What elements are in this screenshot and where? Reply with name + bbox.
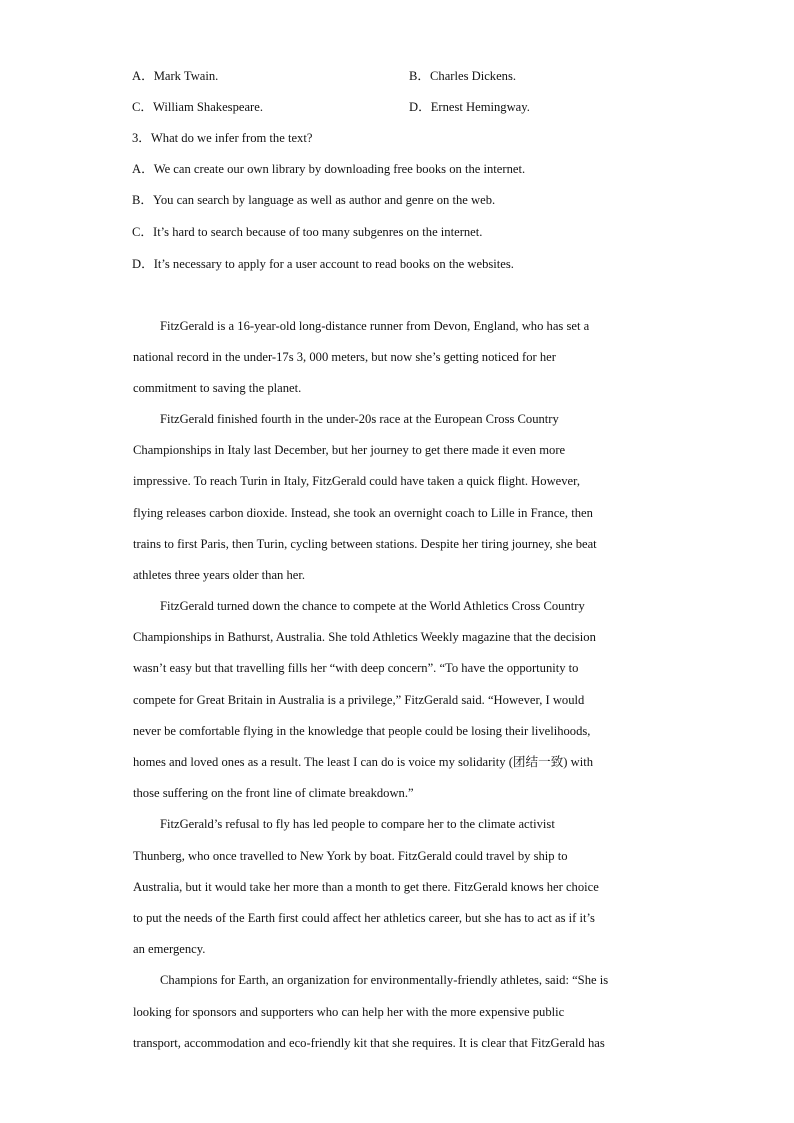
option-3c: C．It’s hard to search because of too many subgenres on the internet.	[132, 225, 483, 239]
passage-line: FitzGerald finished fourth in the under-20s race at the European Cross Country	[160, 412, 559, 426]
passage-line: to put the needs of the Earth first could affect her athletics career, but she has to act as if it’s	[133, 911, 595, 925]
question-3-stem: 3．What do we infer from the text?	[132, 131, 313, 145]
passage-line: compete for Great Britain in Australia is a privilege,” FitzGerald said. “However, I would	[133, 693, 585, 707]
passage-line: national record in the under-17s 3, 000 meters, but now she’s getting noticed for her	[133, 350, 556, 364]
passage-line: those suffering on the front line of climate breakdown.”	[133, 786, 414, 800]
option-3d: D．It’s necessary to apply for a user account to read books on the websites.	[132, 257, 514, 271]
passage-line: FitzGerald is a 16-year-old long-distance runner from Devon, England, who has set a	[160, 319, 590, 333]
option-3a: A．We can create our own library by downloading free books on the internet.	[132, 162, 526, 176]
passage-line: impressive. To reach Turin in Italy, FitzGerald could have taken a quick flight. However,	[133, 474, 580, 488]
option-2d: D．Ernest Hemingway.	[409, 100, 530, 114]
option-3b: B．You can search by language as well as author and genre on the web.	[132, 193, 496, 207]
passage-line: homes and loved ones as a result. The least I can do is voice my solidarity (团结一致) with	[133, 755, 594, 769]
passage-line: FitzGerald’s refusal to fly has led people to compare her to the climate activist	[160, 817, 555, 831]
passage-line: transport, accommodation and eco-friendly kit that she requires. It is clear that FitzGerald has	[133, 1036, 605, 1050]
passage-line: looking for sponsors and supporters who can help her with the more expensive public	[133, 1005, 565, 1019]
passage-line: never be comfortable flying in the knowledge that people could be losing their livelihoods,	[133, 724, 591, 738]
passage-line: an emergency.	[133, 942, 206, 956]
passage-line: Championships in Italy last December, but her journey to get there made it even more	[133, 443, 566, 457]
passage-line: Champions for Earth, an organization for environmentally-friendly athletes, said: “She is	[160, 973, 609, 987]
passage-line: flying releases carbon dioxide. Instead, she took an overnight coach to Lille in France, then	[133, 506, 593, 520]
option-2c: C．William Shakespeare.	[132, 100, 263, 114]
passage-line: athletes three years older than her.	[133, 568, 306, 582]
passage-line: commitment to saving the planet.	[133, 381, 302, 395]
passage-line: wasn’t easy but that travelling fills her “with deep concern”. “To have the opportunity to	[133, 661, 579, 675]
option-2b: B．Charles Dickens.	[409, 69, 517, 83]
passage-line: Australia, but it would take her more than a month to get there. FitzGerald knows her choice	[133, 880, 599, 894]
passage-line: FitzGerald turned down the chance to compete at the World Athletics Cross Country	[160, 599, 585, 613]
passage-line: Championships in Bathurst, Australia. She told Athletics Weekly magazine that the decision	[133, 630, 596, 644]
passage-line: Thunberg, who once travelled to New York by boat. FitzGerald could travel by ship to	[133, 849, 568, 863]
passage-line: trains to first Paris, then Turin, cycling between stations. Despite her tiring journey, she beat	[133, 537, 597, 551]
option-2a: A．Mark Twain.	[132, 69, 219, 83]
